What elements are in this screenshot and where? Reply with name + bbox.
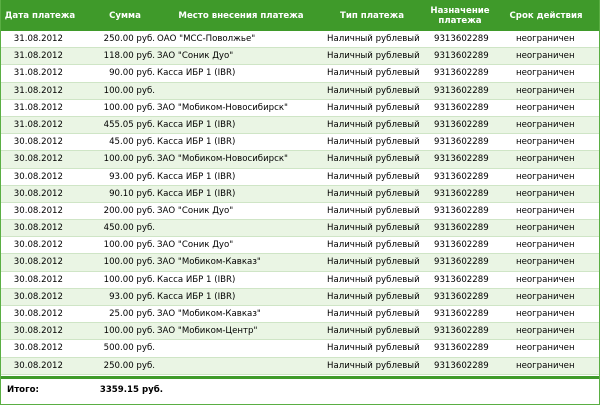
cell-sum: 100.00 руб. bbox=[103, 326, 155, 337]
cell-type: Наличный рублевый bbox=[327, 291, 420, 302]
cell-sum: 25.00 руб. bbox=[109, 309, 155, 319]
header-type: Тип платежа bbox=[339, 10, 404, 21]
cell-place: ЗАО "Мобиком-Новосибирск" bbox=[157, 154, 288, 165]
cell-date: 31.08.2012 bbox=[13, 85, 63, 96]
cell-place bbox=[157, 220, 317, 237]
cell-type: Наличный рублевый bbox=[327, 51, 420, 62]
cell-destination: 9313602289 bbox=[434, 240, 489, 251]
cell-place: Касса ИБР 1 (IBR) bbox=[157, 171, 236, 182]
header-destination bbox=[425, 0, 495, 31]
cell-place: ЗАО "Мобиком-Кавказ" bbox=[157, 309, 261, 319]
cell-term: неограничен bbox=[516, 274, 575, 285]
cell-place: ЗАО "Мобиком-Новосибирск" bbox=[157, 102, 288, 113]
header-sum: Сумма bbox=[109, 10, 141, 21]
cell-term: неограничен bbox=[516, 257, 575, 268]
cell-term: неограничен bbox=[516, 240, 575, 251]
cell-type: Наличный рублевый bbox=[327, 274, 420, 285]
cell-term: неограничен bbox=[516, 102, 575, 113]
cell-destination: 9313602289 bbox=[434, 274, 489, 285]
cell-date: 30.08.2012 bbox=[13, 240, 63, 251]
cell-sum: 93.00 руб. bbox=[109, 171, 155, 182]
cell-destination: 9313602289 bbox=[434, 188, 489, 199]
table-row bbox=[1, 203, 599, 220]
cell-destination: 9313602289 bbox=[434, 154, 489, 165]
table-header bbox=[1, 0, 599, 31]
cell-place: Касса ИБР 1 (IBR) bbox=[157, 188, 236, 199]
cell-sum: 450.00 руб. bbox=[103, 223, 155, 234]
cell-destination: 9313602289 bbox=[434, 291, 489, 302]
cell-destination: 9313602289 bbox=[434, 205, 489, 216]
cell-date: 31.08.2012 bbox=[13, 51, 63, 62]
cell-destination: 9313602289 bbox=[434, 68, 489, 79]
table-row bbox=[1, 289, 599, 306]
cell-type: Наличный рублевый bbox=[327, 240, 420, 251]
cell-destination: 9313602289 bbox=[434, 119, 489, 130]
cell-date: 30.08.2012 bbox=[13, 223, 63, 234]
table-row bbox=[1, 254, 599, 271]
cell-destination: 9313602289 bbox=[434, 326, 489, 337]
cell-destination: 9313602289 bbox=[434, 34, 489, 44]
table-body bbox=[1, 31, 599, 375]
cell-destination: 9313602289 bbox=[434, 309, 489, 319]
table-row bbox=[1, 31, 599, 48]
cell-date: 30.08.2012 bbox=[13, 188, 63, 199]
cell-type: Наличный рублевый bbox=[327, 119, 420, 130]
cell-term: неограничен bbox=[516, 309, 575, 319]
cell-type: Наличный рублевый bbox=[327, 137, 420, 148]
cell-date: 30.08.2012 bbox=[13, 343, 63, 354]
table-row bbox=[1, 306, 599, 323]
cell-term: неограничен bbox=[516, 154, 575, 165]
cell-place bbox=[157, 340, 317, 357]
cell-place: ЗАО "Соник Дуо" bbox=[157, 51, 234, 62]
cell-date: 31.08.2012 bbox=[13, 102, 63, 113]
cell-sum: 118.00 руб. bbox=[103, 51, 155, 62]
table-row bbox=[1, 65, 599, 82]
cell-sum: 93.00 руб. bbox=[109, 291, 155, 302]
table-row bbox=[1, 151, 599, 168]
cell-term: неограничен bbox=[516, 171, 575, 182]
total-value: 3359.15 руб. bbox=[99, 385, 163, 395]
cell-type: Наличный рублевый bbox=[327, 205, 420, 216]
cell-place: ЗАО "Соник Дуо" bbox=[157, 205, 234, 216]
cell-sum: 250.00 руб. bbox=[103, 360, 155, 371]
cell-term: неограничен bbox=[516, 223, 575, 234]
cell-date: 30.08.2012 bbox=[13, 171, 63, 182]
cell-destination: 9313602289 bbox=[434, 51, 489, 62]
cell-sum: 45.00 руб. bbox=[109, 137, 155, 148]
cell-term: неограничен bbox=[516, 137, 575, 148]
cell-date: 30.08.2012 bbox=[13, 137, 63, 148]
cell-place: ЗАО "Мобиком-Кавказ" bbox=[157, 257, 261, 268]
table-row bbox=[1, 100, 599, 117]
table-row bbox=[1, 169, 599, 186]
cell-date: 30.08.2012 bbox=[13, 257, 63, 268]
cell-term: неограничен bbox=[516, 291, 575, 302]
cell-term: неограничен bbox=[516, 205, 575, 216]
cell-term: неограничен bbox=[516, 188, 575, 199]
cell-destination: 9313602289 bbox=[434, 85, 489, 96]
cell-place: ЗАО "Мобиком-Центр" bbox=[157, 326, 258, 337]
cell-date: 30.08.2012 bbox=[13, 326, 63, 337]
table-row bbox=[1, 83, 599, 100]
table-row bbox=[1, 48, 599, 65]
table-row bbox=[1, 323, 599, 340]
cell-date: 30.08.2012 bbox=[13, 291, 63, 302]
cell-date: 31.08.2012 bbox=[13, 34, 63, 44]
cell-term: неограничен bbox=[516, 51, 575, 62]
table-row bbox=[1, 220, 599, 237]
cell-destination: 9313602289 bbox=[434, 360, 489, 371]
table-row bbox=[1, 117, 599, 134]
cell-type: Наличный рублевый bbox=[327, 257, 420, 268]
cell-term: неограничен bbox=[516, 326, 575, 337]
cell-sum: 500.00 руб. bbox=[103, 343, 155, 354]
cell-sum: 100.00 руб. bbox=[103, 257, 155, 268]
cell-sum: 100.00 руб. bbox=[103, 240, 155, 251]
cell-term: неограничен bbox=[516, 360, 575, 371]
header-date: Дата платежа bbox=[4, 10, 76, 21]
cell-type: Наличный рублевый bbox=[327, 85, 420, 96]
cell-place: Касса ИБР 1 (IBR) bbox=[157, 274, 236, 285]
cell-type: Наличный рублевый bbox=[327, 68, 420, 79]
cell-type: Наличный рублевый bbox=[327, 309, 420, 319]
cell-type: Наличный рублевый bbox=[327, 154, 420, 165]
cell-place: Касса ИБР 1 (IBR) bbox=[157, 291, 236, 302]
cell-destination: 9313602289 bbox=[434, 343, 489, 354]
cell-place: Касса ИБР 1 (IBR) bbox=[157, 137, 236, 148]
table-row bbox=[1, 186, 599, 203]
cell-sum: 90.10 руб. bbox=[109, 188, 155, 199]
cell-place: Касса ИБР 1 (IBR) bbox=[157, 68, 236, 79]
cell-destination: 9313602289 bbox=[434, 137, 489, 148]
table-row bbox=[1, 272, 599, 289]
cell-date: 31.08.2012 bbox=[13, 68, 63, 79]
total-label: Итого: bbox=[7, 385, 39, 395]
cell-sum: 100.00 руб. bbox=[103, 154, 155, 165]
cell-sum: 455.05 руб. bbox=[103, 119, 155, 130]
cell-term: неограничен bbox=[516, 85, 575, 96]
cell-date: 30.08.2012 bbox=[13, 274, 63, 285]
cell-term: неограничен bbox=[516, 68, 575, 79]
cell-destination: 9313602289 bbox=[434, 257, 489, 268]
cell-type: Наличный рублевый bbox=[327, 102, 420, 113]
cell-sum: 250.00 руб. bbox=[103, 34, 155, 44]
cell-type: Наличный рублевый bbox=[327, 343, 420, 354]
cell-place: Касса ИБР 1 (IBR) bbox=[157, 119, 236, 130]
cell-date: 30.08.2012 bbox=[13, 309, 63, 319]
cell-type: Наличный рублевый bbox=[327, 171, 420, 182]
cell-sum: 90.00 руб. bbox=[109, 68, 155, 79]
cell-type: Наличный рублевый bbox=[327, 360, 420, 371]
cell-sum: 200.00 руб. bbox=[103, 205, 155, 216]
cell-place: ЗАО "Соник Дуо" bbox=[157, 240, 234, 251]
cell-term: неограничен bbox=[516, 34, 575, 44]
cell-place bbox=[157, 83, 317, 100]
cell-date: 30.08.2012 bbox=[13, 154, 63, 165]
header-destination-line2: платежа bbox=[438, 15, 482, 26]
header-place: Место внесения платежа bbox=[178, 10, 304, 21]
table-row bbox=[1, 358, 599, 375]
cell-type: Наличный рублевый bbox=[327, 188, 420, 199]
cell-sum: 100.00 руб. bbox=[103, 274, 155, 285]
cell-destination: 9313602289 bbox=[434, 171, 489, 182]
cell-sum: 100.00 руб. bbox=[103, 102, 155, 113]
cell-sum: 100.00 руб. bbox=[103, 85, 155, 96]
table-row bbox=[1, 134, 599, 151]
cell-place: ОАО "МСС-Поволжье" bbox=[157, 34, 256, 44]
table-row bbox=[1, 340, 599, 357]
header-term: Срок действия bbox=[509, 10, 583, 21]
cell-type: Наличный рублевый bbox=[327, 34, 420, 44]
cell-place bbox=[157, 358, 317, 375]
cell-destination: 9313602289 bbox=[434, 223, 489, 234]
total-row bbox=[1, 379, 599, 404]
cell-date: 31.08.2012 bbox=[13, 119, 63, 130]
cell-term: неограничен bbox=[516, 119, 575, 130]
cell-term: неограничен bbox=[516, 343, 575, 354]
table-row bbox=[1, 237, 599, 254]
header-destination-line1: Назначение bbox=[430, 5, 490, 16]
cell-type: Наличный рублевый bbox=[327, 326, 420, 337]
cell-destination: 9313602289 bbox=[434, 102, 489, 113]
cell-type: Наличный рублевый bbox=[327, 223, 420, 234]
cell-date: 30.08.2012 bbox=[13, 360, 63, 371]
cell-date: 30.08.2012 bbox=[13, 205, 63, 216]
